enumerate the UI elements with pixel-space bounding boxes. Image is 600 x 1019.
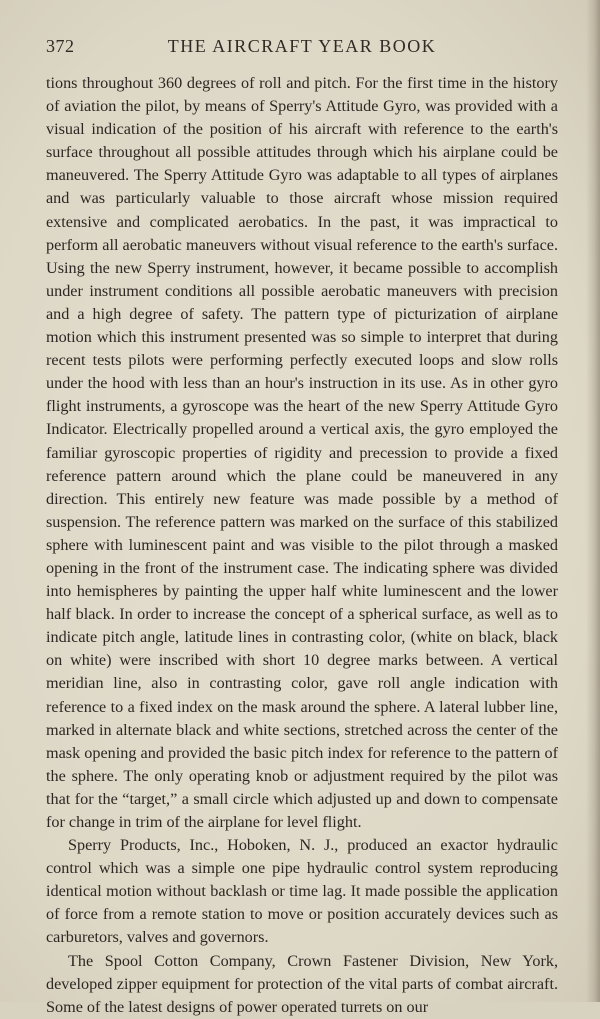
page-header xyxy=(46,36,558,60)
page-gutter-shadow xyxy=(586,0,600,1002)
paragraph-attitude-gyro: tions throughout 360 degrees of roll and pitch. For the first time in the history of aviation the pilot, by means of Sperry's Attitude Gyro, was provided with a visual indication of the position of his aircraft with reference to the earth's surface throughout all possible attitudes through which his airplane could be maneuvered. The Sperry Attitude Gyro was adaptable to all types of airplanes and was particularly valuable to those aircraft whose mission required extensive and complicated aerobatics. In the past, it was impractical to perform all aerobatic maneuvers without visual reference to the earth's surface. Using the new Sperry instrument, however, it became possible to accomplish under instrument conditions all possible aerobatic maneuvers with precision and a high degree of safety. The pattern type of picturization of airplane motion which this instrument presented was so simple to interpret that during recent tests pilots were performing perfectly executed loops and slow rolls under the hood with less than an hour's instruction in its use. As in other gyro flight instruments, a gyroscope was the heart of the new Sperry Attitude Gyro Indicator. Electrically propelled around a vertical axis, the gyro employed the familiar gyroscopic properties of rigidity and precession to provide a fixed reference pattern around which the plane could be maneuvered in any direction. This entirely new feature was made possible by a method of suspension. The reference pattern was marked on the surface of this stabilized sphere with luminescent paint and was visible to the pilot through a masked opening in the front of the instrument case. The indicating sphere was divided into hemispheres by painting the upper half white luminescent and the lower half black. In order to increase the concept of a spherical surface, as well as to indicate pitch angle, latitude lines in contrasting color, (white on black, black on white) were inscribed with short 10 degree marks between. A vertical meridian line, also in contrasting color, gave roll angle indication with reference to a fixed index on the mask around the sphere. A lateral lubber line, marked in alternate black and white sections, stretched across the center of the mask opening and provided the basic pitch index for reference to the pattern of the sphere. The only operating knob or adjustment required by the pilot was that for the “target,” a small circle which adjusted up and down to compensate for change in trim of the airplane for level flight. xyxy=(46,74,558,831)
running-head: THE AIRCRAFT YEAR BOOK xyxy=(167,36,437,56)
body-text xyxy=(46,72,558,1019)
paragraph-sperry-products: Sperry Products, Inc., Hoboken, N. J., produced an exactor hydraulic control which was a simple one pipe hydraulic control system reproducing identical motion without backlash or time lag. It made possible the application of force from a remote station to move or position accurately devices such as carburetors, valves and governors. xyxy=(46,836,558,947)
paragraph-spool-cotton: The Spool Cotton Company, Crown Fastener Division, New York, developed zipper equipment for protection of the vital parts of combat aircraft. Some of the latest designs of power operated turrets on our xyxy=(46,951,558,1016)
page-number: 372 xyxy=(46,36,75,56)
